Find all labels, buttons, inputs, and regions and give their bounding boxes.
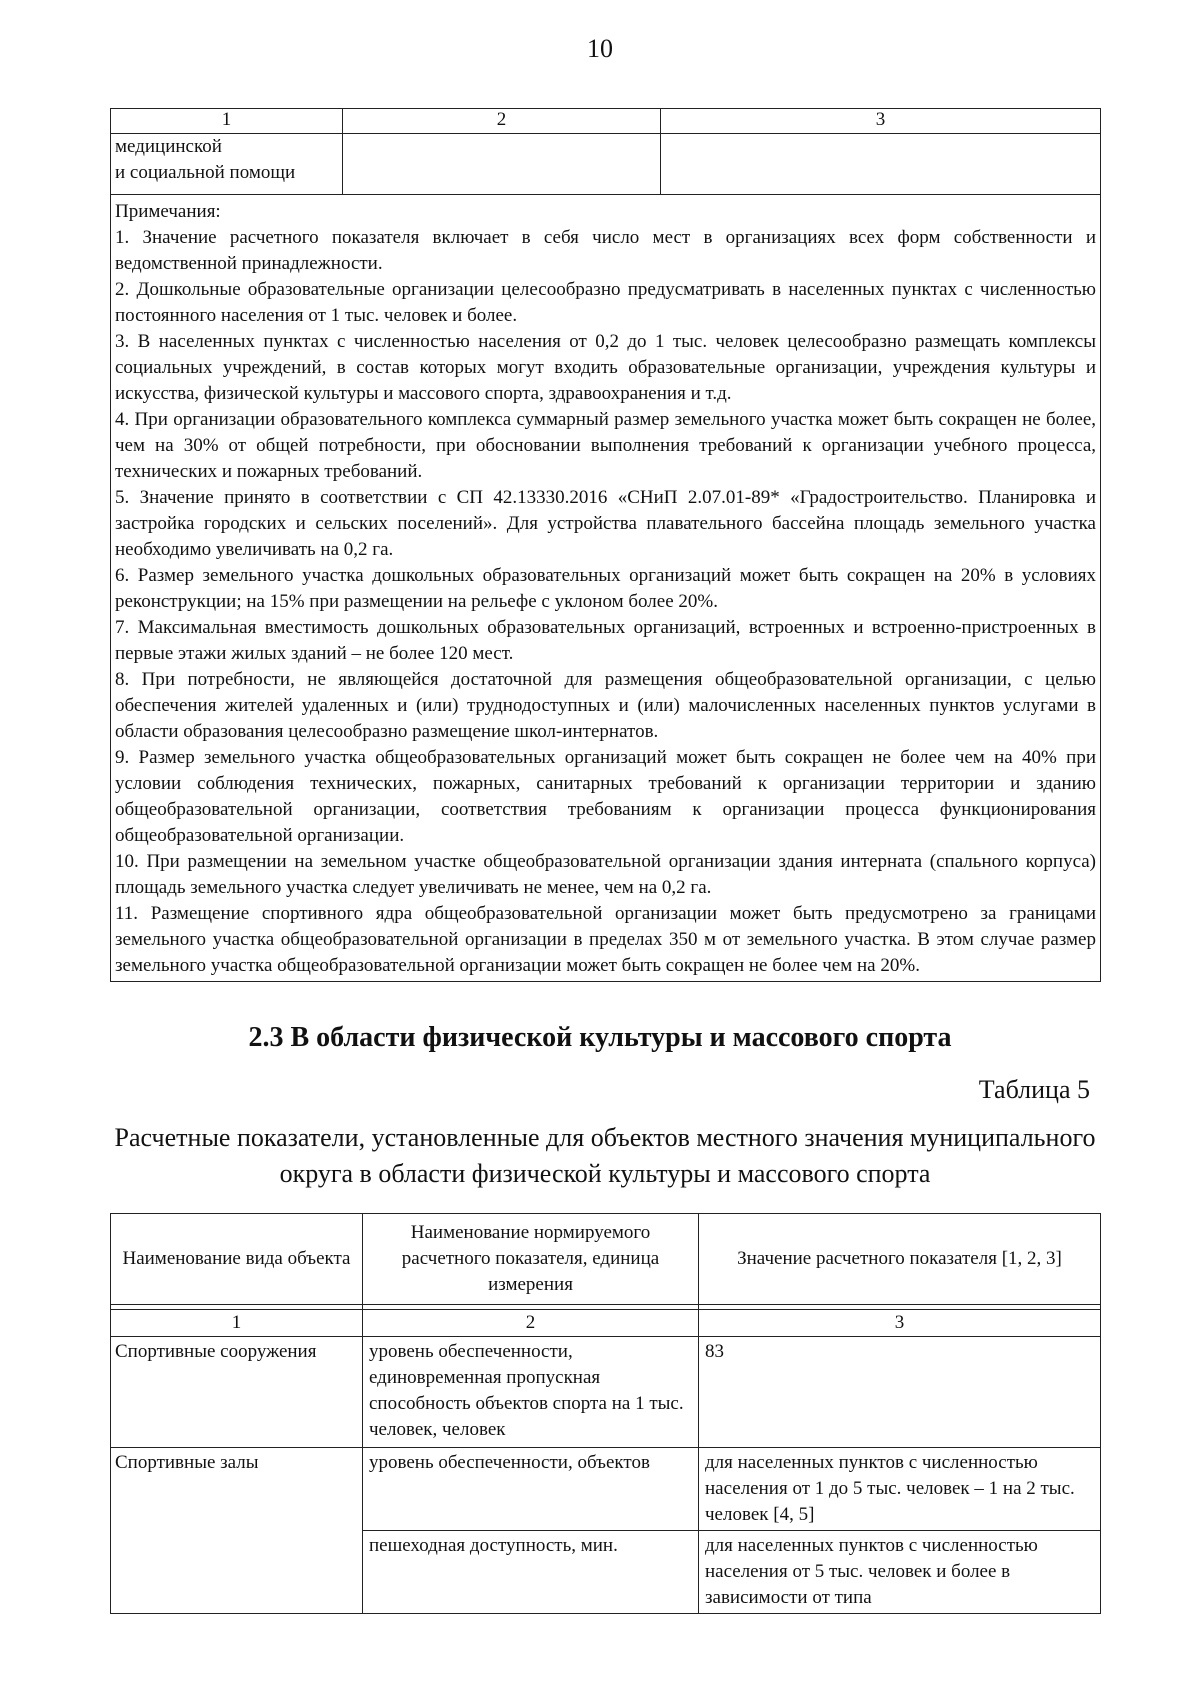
column-number: 1 bbox=[111, 109, 343, 134]
note-item: 4. При организации образовательного комплекса суммарный размер земельного участка может быть сокращен не более, чем на 30% от общей потребности, при обосновании выполнения требований к организации учебного процесса, технических и пожарных требований. bbox=[115, 409, 1096, 482]
continued-row bbox=[111, 134, 1101, 195]
continued-object-cell bbox=[111, 134, 343, 195]
note-item: 5. Значение принято в соответствии с СП 42.13330.2016 «СНиП 2.07.01-89* «Градостроительство. Планировка и застройка городских и сельских поселений». Для устройства плавательного бассейна площадь земельного участка необходимо увеличивать на 0,2 га. bbox=[115, 487, 1096, 560]
column-number-row bbox=[111, 1310, 1101, 1337]
note-item: 6. Размер земельного участка дошкольных образовательных организаций может быть сокращен на 20% в условиях реконструкции; на 15% при размещении на рельефе с уклоном более 20%. bbox=[115, 565, 1096, 612]
note-item: 1. Значение расчетного показателя включает в себя число мест в организациях всех форм собственности и ведомственной принадлежности. bbox=[115, 227, 1096, 274]
indicator-cell: уровень обеспеченности, единовременная пропускная способность объектов спорта на 1 тыс. человек, человек bbox=[363, 1337, 699, 1448]
column-number: 3 bbox=[699, 1310, 1101, 1337]
note-item: 2. Дошкольные образовательные организации целесообразно предусматривать в населенных пунктах с численностью постоянного населения от 1 тыс. человек и более. bbox=[115, 279, 1096, 326]
note-item: 3. В населенных пунктах с численностью населения от 0,2 до 1 тыс. человек целесообразно размещать комплексы социальных учреждений, в состав которых могут входить образовательные организации, учреждения культуры и искусства, физической культуры и массового спорта, здравоохранения и т.д. bbox=[115, 331, 1096, 404]
column-number: 2 bbox=[343, 109, 661, 134]
header-value: Значение расчетного показателя [1, 2, 3] bbox=[699, 1214, 1101, 1305]
column-number: 3 bbox=[661, 109, 1101, 134]
object-cell: Спортивные сооружения bbox=[111, 1337, 363, 1448]
value-cell: 83 bbox=[699, 1337, 1101, 1448]
value-cell: для населенных пунктов с численностью населения от 5 тыс. человек и более в зависимости от типа bbox=[699, 1531, 1101, 1614]
notes-cell bbox=[111, 195, 1101, 982]
header-indicator: Наименование нормируемого расчетного показателя, единица измерения bbox=[363, 1214, 699, 1305]
table-header-row bbox=[111, 1214, 1101, 1305]
page-number: 10 bbox=[587, 34, 613, 63]
column-number: 1 bbox=[111, 1310, 363, 1337]
table-caption: Расчетные показатели, установленные для объектов местного значения муниципального округа в области физической культуры и массового спорта bbox=[114, 1123, 1096, 1188]
notes-table bbox=[110, 108, 1101, 982]
continued-indicator-cell bbox=[343, 134, 661, 195]
notes-title: Примечания: bbox=[115, 201, 221, 222]
table-row bbox=[111, 1448, 1101, 1531]
table-label: Таблица 5 bbox=[978, 1075, 1090, 1104]
continued-object-line: медицинской bbox=[115, 136, 222, 157]
object-cell: Спортивные залы bbox=[111, 1448, 363, 1614]
header-object-type: Наименование вида объекта bbox=[111, 1214, 363, 1305]
indicator-cell: уровень обеспеченности, объектов bbox=[363, 1448, 699, 1531]
note-item: 9. Размер земельного участка общеобразовательных организаций может быть сокращен не более чем на 40% при условии соблюдения технических, пожарных, санитарных требований к организации территории и зданию общеобразовательной организации, соответствия требованиям к организации процесса функционирования общеобразовательной организации. bbox=[115, 747, 1096, 846]
column-number-row bbox=[111, 109, 1101, 134]
notes-row bbox=[111, 195, 1101, 982]
table-row bbox=[111, 1337, 1101, 1448]
column-number: 2 bbox=[363, 1310, 699, 1337]
value-cell: для населенных пунктов с численностью населения от 1 до 5 тыс. человек – 1 на 2 тыс. человек [4, 5] bbox=[699, 1448, 1101, 1531]
section-heading: 2.3 В области физической культуры и массового спорта bbox=[248, 1022, 952, 1053]
note-item: 7. Максимальная вместимость дошкольных образовательных организаций, встроенных и встроенно-пристроенных в первые этажи жилых зданий – не более 120 мест. bbox=[115, 617, 1096, 664]
note-item: 10. При размещении на земельном участке общеобразовательной организации здания интерната (спального корпуса) площадь земельного участка следует увеличивать не менее, чем на 0,2 га. bbox=[115, 851, 1096, 898]
note-item: 8. При потребности, не являющейся достаточной для размещения общеобразовательной организации, с целью обеспечения жителей удаленных и (или) труднодоступных и (или) малочисленных населенных пунктов услугами в области образования целесообразно размещение школ-интернатов. bbox=[115, 669, 1096, 742]
continued-value-cell bbox=[661, 134, 1101, 195]
continued-object-line: и социальной помощи bbox=[115, 162, 296, 183]
table-5 bbox=[110, 1213, 1101, 1614]
note-item: 11. Размещение спортивного ядра общеобразовательной организации может быть предусмотрено за границами земельного участка общеобразовательной организации в пределах 350 м от земельного участка. В этом случае размер земельного участка общеобразовательной организации может быть сокращен не более чем на 20%. bbox=[115, 903, 1096, 976]
indicator-cell: пешеходная доступность, мин. bbox=[363, 1531, 699, 1614]
